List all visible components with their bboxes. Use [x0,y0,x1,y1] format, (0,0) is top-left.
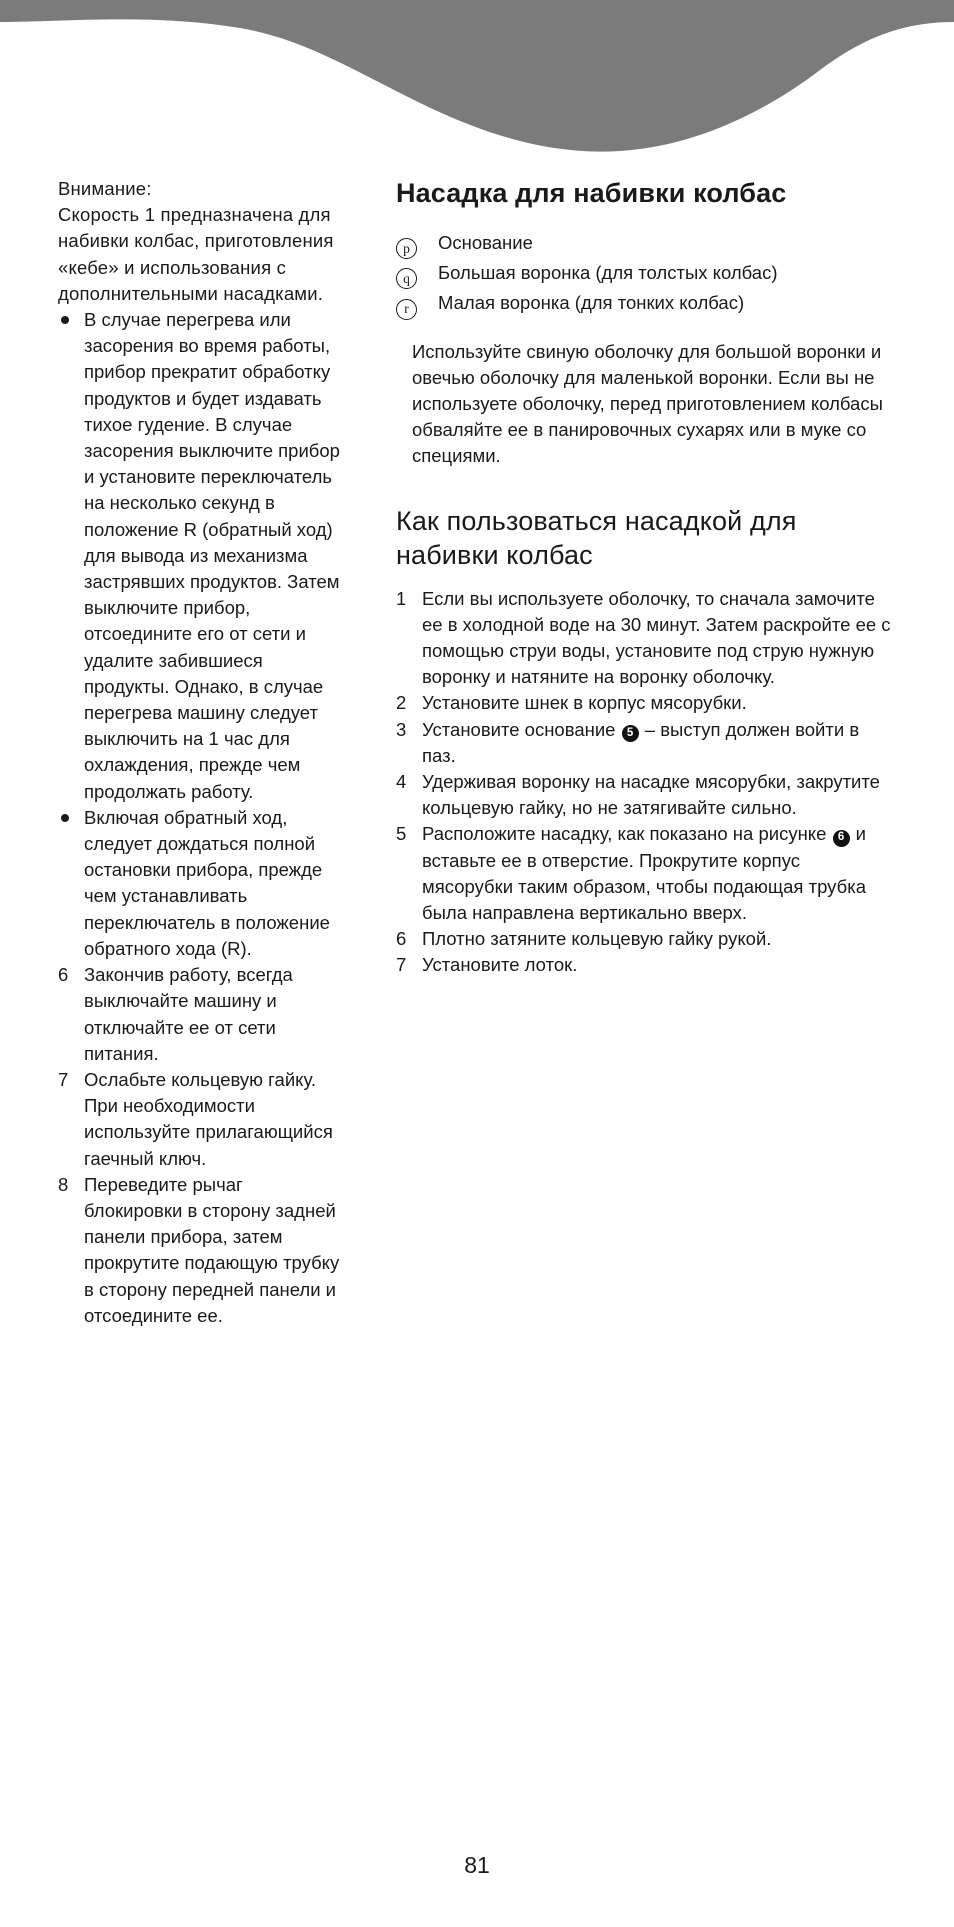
list-item-number: 5 [396,823,407,845]
bullet-text: Включая обратный ход, следует дождаться полной остановки прибора, прежде чем устанавливать переключатель в положение обратного хода (R). [84,806,330,959]
list-item-number: 6 [396,928,407,950]
list-item [396,290,896,320]
list-item [396,230,896,260]
circled-letter-q-icon: q [396,260,438,290]
part-label: Основание [438,232,533,253]
list-item [396,821,896,926]
left-numbered-list [58,962,340,1329]
bullet-dot-icon [61,316,69,324]
list-item-text: Переведите рычаг блокировки в сторону задней панели прибора, затем прокрутите подающую трубку в сторону передней панели и отсоедините ее. [84,1173,340,1326]
list-item-text: Расположите насадку, как показано на рисунке 6 и вставьте ее в отверстие. Прокрутите корпус мясорубки таким образом, чтобы подающая трубка была направлена вертикально вверх. [422,823,866,924]
page-number: 81 [464,1852,490,1878]
list-item-number: 7 [396,954,407,976]
warning-bullet-list [58,307,340,962]
left-column [0,176,348,1329]
wave-header-decoration [0,0,954,160]
list-item [396,769,896,821]
list-item [396,717,896,769]
circled-letter-r-icon: r [396,290,438,320]
list-item [396,586,896,691]
list-item-number: 6 [58,964,69,986]
list-item-text: Установите основание 5 – выступ должен войти в паз. [422,718,860,766]
list-item [58,1067,340,1172]
list-item-text: Удерживая воронку на насадке мясорубки, закрутите кольцевую гайку, но не затягивайте сильно. [422,771,880,819]
notice-label: Внимание: [58,178,152,199]
list-item [396,260,896,290]
list-item-text: Ослабьте кольцевую гайку. При необходимости используйте прилагающийся гаечный ключ. [84,1068,333,1169]
casing-note-paragraph: Используйте свиную оболочку для большой воронки и овечью оболочку для маленькой воронки. Если вы не используете оболочку, перед приготовлением колбасы обваляйте ее в панировочных сухарях или в муке со специями. [412,340,883,467]
list-item [58,1172,340,1329]
notice-body: Скорость 1 предназначена для набивки колбас, приготовления «кебе» и использования с дополнительными насадками. [58,204,334,304]
bullet-text: В случае перегрева или засорения во время работы, прибор прекратит обработку продуктов и будет издавать тихое гудение. В случае засорения выключите прибор и установите переключатель на несколько секунд в положение R (обратный ход) для вывода из механизма застрявших продуктов. Затем выключите прибор, отсоедините его от сети и удалите забившиеся продукты. Однако, в случае перегрева машину следует выключить на 1 час для охлаждения, прежде чем продолжать работу. [84,309,340,802]
list-item-number: 8 [58,1173,69,1195]
list-item-text: Установите лоток. [422,954,578,976]
list-item [58,962,340,1067]
badge-number-6-icon: 6 [833,830,850,847]
section-spacer [396,470,896,504]
list-item-text: Установите шнек в корпус мясорубки. [422,692,747,714]
list-item-text: Плотно затяните кольцевую гайку рукой. [422,928,772,950]
list-item-number: 2 [396,692,407,714]
list-item [396,690,896,716]
section-heading-sausage-attachment: Насадка для набивки колбас [396,178,787,208]
list-item-number: 4 [396,771,407,793]
list-item [58,805,340,962]
usage-steps-list [396,586,896,979]
page-body [0,176,954,1329]
list-item-text: Если вы используете оболочку, то сначала замочите ее в холодной воде на 30 минут. Затем раскройте ее с помощью струи воды, установите под струю нужную воронку и натяните на воронку оболочку. [422,587,891,688]
part-label: Малая воронка (для тонких колбас) [438,292,745,314]
section-heading-how-to-use: Как пользоваться насадкой для набивки колбас [396,505,797,570]
list-item-number: 1 [396,587,407,609]
circled-letter-p-icon: p [396,230,438,260]
right-column [348,176,954,979]
badge-number-5-icon: 5 [622,725,639,742]
list-item-number: 3 [396,718,407,740]
list-item-number: 7 [58,1068,69,1090]
list-item [396,926,896,952]
part-label: Большая воронка (для толстых колбас) [438,262,778,284]
bullet-dot-icon [61,814,69,822]
parts-legend-list [396,230,896,321]
list-item [396,952,896,978]
list-item [58,307,340,805]
list-item-text: Закончив работу, всегда выключайте машину и отключайте ее от сети питания. [84,964,293,1064]
